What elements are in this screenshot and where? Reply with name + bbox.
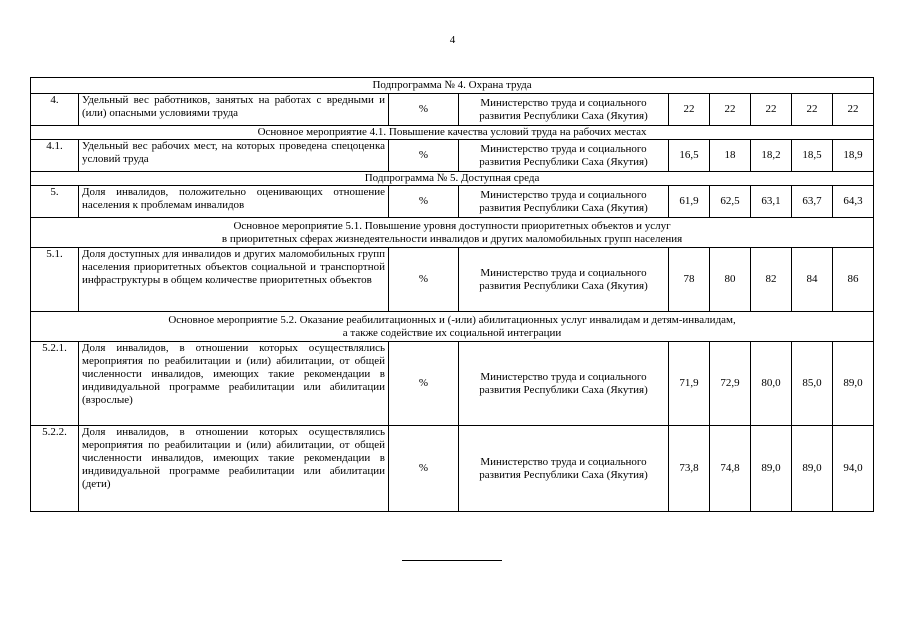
- value-cell-year-3: 22: [751, 94, 792, 126]
- unit-cell: %: [389, 248, 459, 312]
- value-cell-year-1: 16,5: [669, 140, 710, 172]
- value-cell-year-1: 78: [669, 248, 710, 312]
- section-header: [31, 126, 874, 140]
- value-cell-year-4: 84: [792, 248, 833, 312]
- value-cell-year-2: 18: [710, 140, 751, 172]
- value-cell-year-1: 73,8: [669, 426, 710, 512]
- value-cell-year-5: 89,0: [833, 342, 874, 426]
- page-number: 4: [449, 34, 456, 46]
- value-cell-year-5: 18,9: [833, 140, 874, 172]
- responsible-line-2: развития Республики Саха (Якутия): [479, 279, 648, 292]
- unit-cell: %: [389, 426, 459, 512]
- table-row: [31, 186, 874, 218]
- row-number: 5.2.1.: [31, 342, 79, 426]
- section-header: [31, 78, 874, 94]
- section-header-row: [31, 172, 874, 186]
- section-header-text-line2: а также содействие их социальной интеграции: [342, 326, 562, 339]
- unit-cell: %: [389, 186, 459, 218]
- value-cell-year-4: 22: [792, 94, 833, 126]
- responsible-line-1: Министерство труда и социального: [480, 188, 647, 201]
- indicator-description: Удельный вес рабочих мест, на которых проведена спецоценка условий труда: [79, 140, 389, 172]
- section-header-text: Основное мероприятие 5.2. Оказание реабилитационных и (-или) абилитационных услуг инвалидам и детям-инвалидам,: [168, 313, 736, 326]
- value-cell-year-3: 82: [751, 248, 792, 312]
- value-cell-year-4: 63,7: [792, 186, 833, 218]
- value-cell-year-5: 22: [833, 94, 874, 126]
- responsible-line-1: Министерство труда и социального: [480, 96, 647, 109]
- indicator-description: Доля инвалидов, в отношении которых осуществлялись мероприятия по реабилитации и (или) абилитации, от общей численности инвалидов, имеющих такие рекомендации в индивидуальной программе реабилитации или абилитации (дети): [79, 426, 389, 512]
- section-header-text: Основное мероприятие 5.1. Повышение уровня доступности приоритетных объектов и услуг: [233, 219, 671, 232]
- value-cell-year-3: 63,1: [751, 186, 792, 218]
- indicator-description: Удельный вес работников, занятых на работах с вредными и (или) опасными условиями труда: [79, 94, 389, 126]
- footer-separator-line: [402, 560, 502, 561]
- responsible-line-2: развития Республики Саха (Якутия): [479, 155, 648, 168]
- section-header-text: Подпрограмма № 5. Доступная среда: [364, 172, 540, 184]
- table-row: [31, 94, 874, 126]
- section-header-row: [31, 218, 874, 248]
- indicators-table: [30, 77, 874, 512]
- row-number: 4.1.: [31, 140, 79, 172]
- value-cell-year-2: 62,5: [710, 186, 751, 218]
- responsible-ministry: [459, 186, 669, 218]
- indicator-description: Доля инвалидов, в отношении которых осуществлялись мероприятия по реабилитации и (или) абилитации, от общей численности инвалидов, имеющих такие рекомендации в индивидуальной программе реабилитации или абилитации (взрослые): [79, 342, 389, 426]
- section-header: [31, 172, 874, 186]
- value-cell-year-2: 80: [710, 248, 751, 312]
- section-header-text: Основное мероприятие 4.1. Повышение качества условий труда на рабочих местах: [257, 126, 647, 138]
- indicator-description: Доля инвалидов, положительно оценивающих отношение населения к проблемам инвалидов: [79, 186, 389, 218]
- responsible-ministry: [459, 248, 669, 312]
- value-cell-year-2: 22: [710, 94, 751, 126]
- row-number: 5.1.: [31, 248, 79, 312]
- table-body: [31, 78, 874, 512]
- value-cell-year-5: 64,3: [833, 186, 874, 218]
- value-cell-year-2: 72,9: [710, 342, 751, 426]
- responsible-line-2: развития Республики Саха (Якутия): [479, 201, 648, 214]
- value-cell-year-2: 74,8: [710, 426, 751, 512]
- responsible-ministry: [459, 140, 669, 172]
- indicator-description: Доля доступных для инвалидов и других маломобильных групп населения приоритетных объектов социальной и транспортной инфраструктуры в общем количестве приоритетных объектов: [79, 248, 389, 312]
- section-header-text: Подпрограмма № 4. Охрана труда: [372, 79, 532, 91]
- section-header: [31, 218, 874, 248]
- section-header-row: [31, 126, 874, 140]
- responsible-line-1: Министерство труда и социального: [480, 266, 647, 279]
- value-cell-year-5: 94,0: [833, 426, 874, 512]
- value-cell-year-5: 86: [833, 248, 874, 312]
- table-row: [31, 140, 874, 172]
- row-number: 4.: [31, 94, 79, 126]
- value-cell-year-4: 89,0: [792, 426, 833, 512]
- responsible-line-1: Министерство труда и социального: [480, 142, 647, 155]
- value-cell-year-3: 89,0: [751, 426, 792, 512]
- table-row: [31, 342, 874, 426]
- section-header: [31, 312, 874, 342]
- value-cell-year-4: 85,0: [792, 342, 833, 426]
- section-header-row: [31, 312, 874, 342]
- unit-cell: %: [389, 342, 459, 426]
- section-header-text-line2: в приоритетных сферах жизнедеятельности инвалидов и других маломобильных групп населения: [221, 232, 683, 245]
- responsible-ministry: [459, 426, 669, 512]
- row-number: 5.2.2.: [31, 426, 79, 512]
- row-number: 5.: [31, 186, 79, 218]
- value-cell-year-1: 61,9: [669, 186, 710, 218]
- table-row: [31, 426, 874, 512]
- responsible-line-1: Министерство труда и социального: [480, 370, 647, 383]
- value-cell-year-1: 22: [669, 94, 710, 126]
- value-cell-year-3: 80,0: [751, 342, 792, 426]
- unit-cell: %: [389, 94, 459, 126]
- value-cell-year-3: 18,2: [751, 140, 792, 172]
- unit-cell: %: [389, 140, 459, 172]
- responsible-line-1: Министерство труда и социального: [480, 455, 647, 468]
- responsible-ministry: [459, 342, 669, 426]
- responsible-line-2: развития Республики Саха (Якутия): [479, 109, 648, 122]
- value-cell-year-1: 71,9: [669, 342, 710, 426]
- table-row: [31, 248, 874, 312]
- responsible-line-2: развития Республики Саха (Якутия): [479, 383, 648, 396]
- section-header-row: [31, 78, 874, 94]
- value-cell-year-4: 18,5: [792, 140, 833, 172]
- responsible-line-2: развития Республики Саха (Якутия): [479, 468, 648, 481]
- responsible-ministry: [459, 94, 669, 126]
